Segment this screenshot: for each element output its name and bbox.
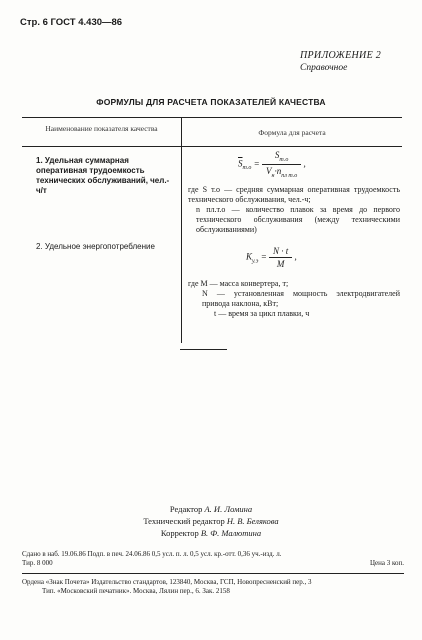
column-header-formula: Формула для расчета <box>258 128 326 137</box>
formula-numerator: S <box>274 150 280 160</box>
page-header: Стр. 6 ГОСТ 4.430—86 <box>20 17 123 28</box>
equals-sign: = <box>253 158 260 169</box>
formula-denominator: M <box>276 259 285 269</box>
formula-lhs-sub: у.э <box>252 258 259 265</box>
formula-1: $\overline{S}_{т.о}$ = $\frac{S_{т.о}}{V_н\cdot n_{пл т.о}}$ , <box>238 150 306 179</box>
explanation-line: t — время за цикл плавки, ч <box>214 309 310 318</box>
credit-line: Технический редактор Н. В. Белякова <box>143 516 279 526</box>
credit-line: Корректор В. Ф. Малютина <box>160 528 262 538</box>
table-top-rule <box>22 117 402 118</box>
formula-fraction <box>269 246 292 269</box>
formula-numerator-sub: т.о <box>279 156 289 163</box>
explanation-line: N — установленная мощность электродвигателей привода наклона, кВт; <box>202 289 400 308</box>
explanation-line: n пл.т.о — количество плавок за время до первого технического обслуживания (между техническими обслуживаниями) <box>196 205 400 234</box>
formula-lhs: $\overline{S}$ <box>238 158 243 169</box>
equals-sign: = <box>260 251 267 262</box>
formula-numerator: N · t <box>269 246 292 258</box>
table-row-indicator <box>36 156 176 196</box>
imprint-block <box>22 550 404 596</box>
indicator-text: 1. Удельная суммарная оперативная трудоемкость технических обслуживаний, чел.-ч/т <box>36 156 170 195</box>
imprint-line: Тип. «Московский печатник». Москва, Лялин пер., 6. Зак. 2158 <box>42 587 230 595</box>
explanation-line: где S т.о — средняя суммарная оперативная трудоемкость технического обслуживания, чел.-ч; <box>188 185 400 204</box>
imprint-line: Ордена «Знак Почета» Издательство стандартов, 123840, Москва, ГСП, Новопресненский пер., 3 <box>22 578 312 586</box>
formula-denominator: V <box>265 165 272 176</box>
formula-fraction: $\frac{S_{т.о}}{V_н\cdot n_{пл т.о}}$ <box>262 150 301 179</box>
credit-line: Редактор А. И. Ломина <box>169 504 253 514</box>
table-header-rule <box>22 146 402 147</box>
imprint-line: Тир. 8 000 Цена 3 коп. <box>22 559 404 567</box>
formula-explanation-2 <box>188 279 400 319</box>
indicator-text: 2. Удельное энергопотребление <box>36 242 155 251</box>
formula-denominator-2-sub: пл т.о <box>281 172 298 179</box>
appendix-subtitle: Справочное <box>300 63 348 73</box>
table-column-divider <box>181 117 182 343</box>
formula-explanation-1 <box>188 185 400 235</box>
table-row-indicator <box>36 242 176 252</box>
explanation-line: где M — масса конвертера, т; <box>188 279 289 288</box>
column-header-indicator: Наименование показателя качества <box>45 124 158 133</box>
editorial-credits <box>0 503 422 539</box>
formula-lhs-sub: т.о <box>242 165 252 172</box>
formula-2: $K_{у.э}$ = $\frac{N \cdot t}{M}$ , <box>246 246 297 269</box>
imprint-rule <box>22 573 404 574</box>
formula-denominator-sub: н <box>271 172 275 179</box>
end-of-table-rule <box>180 349 227 350</box>
section-title: ФОРМУЛЫ ДЛЯ РАСЧЕТА ПОКАЗАТЕЛЕЙ КАЧЕСТВА <box>96 97 326 107</box>
appendix-label <box>300 49 381 75</box>
formula-denominator-2: n <box>276 165 282 176</box>
imprint-line: Сдано в наб. 19.06.86 Подп. в печ. 24.06.86 0,5 усл. п. л. 0,5 усл. кр.-отт. 0,36 уч.-изд. л. <box>22 550 282 558</box>
appendix-title: ПРИЛОЖЕНИЕ 2 <box>300 50 382 61</box>
formula-lhs: K <box>246 251 253 262</box>
